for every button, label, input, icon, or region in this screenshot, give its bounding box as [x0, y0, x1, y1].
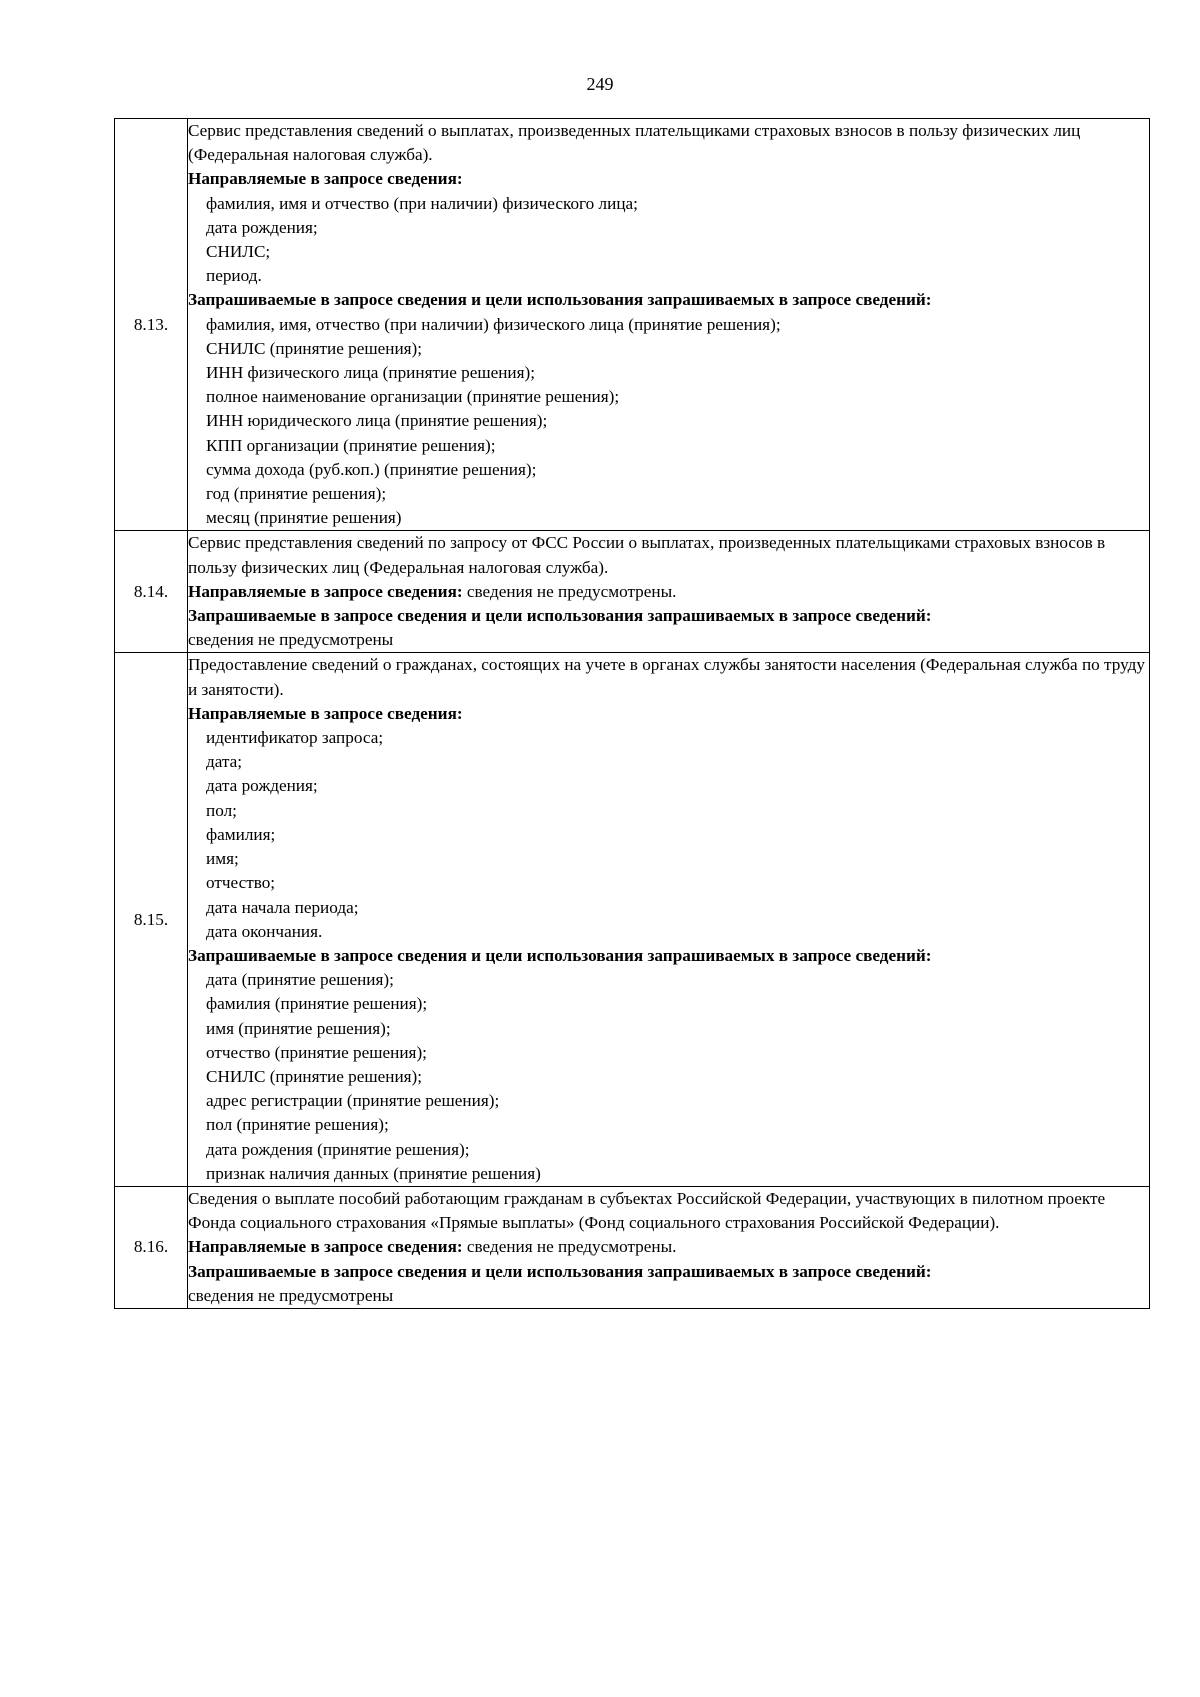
list-item: фамилия, имя, отчество (при наличии) физического лица (принятие решения);: [206, 314, 781, 334]
list-item: идентификатор запроса;: [206, 728, 384, 748]
row-number: 8.15.: [115, 653, 188, 1186]
sent-value: сведения не предусмотрены.: [462, 1237, 677, 1257]
row-number: 8.14.: [115, 531, 188, 653]
list-item: дата окончания.: [206, 921, 323, 941]
row-content: [188, 119, 1150, 531]
list-item: дата начала периода;: [206, 897, 359, 917]
list-item: фамилия (принятие решения);: [206, 994, 428, 1014]
list-item: дата рождения;: [206, 776, 318, 796]
list-item: пол (принятие решения);: [206, 1115, 389, 1135]
table-row: [115, 531, 1150, 653]
list-item: отчество;: [206, 873, 276, 893]
list-item: имя (принятие решения);: [206, 1018, 391, 1038]
list-item: дата (принятие решения);: [206, 970, 394, 990]
list-item: сумма дохода (руб.коп.) (принятие решения);: [206, 459, 537, 479]
list-item: отчество (принятие решения);: [206, 1042, 427, 1062]
row-content: [188, 653, 1150, 1186]
requested-value: сведения не предусмотрены: [188, 630, 394, 650]
list-item: дата рождения (принятие решения);: [206, 1139, 470, 1159]
list-item: адрес регистрации (принятие решения);: [206, 1091, 500, 1111]
requested-heading: Запрашиваемые в запросе сведения и цели использования запрашиваемых в запросе сведений:: [188, 945, 932, 965]
row-content: [188, 531, 1150, 653]
requested-heading: Запрашиваемые в запросе сведения и цели использования запрашиваемых в запросе сведений:: [188, 1261, 932, 1281]
list-item: КПП организации (принятие решения);: [206, 435, 496, 455]
service-description: Предоставление сведений о гражданах, состоящих на учете в органах службы занятости населения (Федеральная служба по труду и занятости).: [188, 655, 1145, 699]
service-description: Сервис представления сведений по запросу от ФСС России о выплатах, произведенных плательщиками страховых взносов в пользу физических лиц (Федеральная налоговая служба).: [188, 533, 1106, 577]
list-item: месяц (принятие решения): [206, 508, 402, 528]
page-number: 249: [586, 74, 614, 94]
list-item: фамилия;: [206, 824, 276, 844]
sent-value: сведения не предусмотрены.: [462, 581, 677, 601]
list-item: ИНН физического лица (принятие решения);: [206, 363, 536, 383]
list-item: фамилия, имя и отчество (при наличии) физического лица;: [206, 193, 638, 213]
table-row: [115, 1186, 1150, 1308]
list-item: признак наличия данных (принятие решения): [206, 1163, 541, 1183]
list-item: период.: [206, 266, 262, 286]
list-item: дата рождения;: [206, 217, 318, 237]
service-description: Сведения о выплате пособий работающим гражданам в субъектах Российской Федерации, участвующих в пилотном проекте Фонда социального страхования «Прямые выплаты» (Фонд социального страхования Российской Федерации).: [188, 1188, 1106, 1233]
list-item: пол;: [206, 800, 237, 820]
list-item: СНИЛС (принятие решения);: [206, 1066, 423, 1086]
list-item: СНИЛС;: [206, 242, 271, 262]
list-item: СНИЛС (принятие решения);: [206, 338, 423, 358]
requested-heading: Запрашиваемые в запросе сведения и цели использования запрашиваемых в запросе сведений:: [188, 606, 932, 626]
requested-value: сведения не предусмотрены: [188, 1285, 394, 1305]
list-item: имя;: [206, 849, 239, 869]
sent-heading: Направляемые в запросе сведения:: [188, 1237, 463, 1257]
table-row: [115, 119, 1150, 531]
row-number: 8.16.: [115, 1186, 188, 1308]
sent-heading: Направляемые в запросе сведения:: [188, 703, 463, 723]
services-table: [114, 118, 1150, 1309]
list-item: дата;: [206, 752, 243, 772]
list-item: полное наименование организации (принятие решения);: [206, 387, 620, 407]
requested-heading: Запрашиваемые в запросе сведения и цели использования запрашиваемых в запросе сведений:: [188, 290, 932, 310]
sent-line: [188, 1235, 1149, 1259]
sent-line: [188, 580, 1149, 604]
row-number: 8.13.: [115, 119, 188, 531]
table-row: [115, 653, 1150, 1186]
sent-heading: Направляемые в запросе сведения:: [188, 169, 463, 189]
list-item: ИНН юридического лица (принятие решения);: [206, 411, 548, 431]
row-content: [188, 1186, 1150, 1308]
list-item: год (принятие решения);: [206, 484, 387, 504]
sent-heading: Направляемые в запросе сведения:: [188, 581, 463, 601]
service-description: Сервис представления сведений о выплатах, произведенных плательщиками страховых взносов в пользу физических лиц (Федеральная налоговая служба).: [188, 121, 1081, 165]
